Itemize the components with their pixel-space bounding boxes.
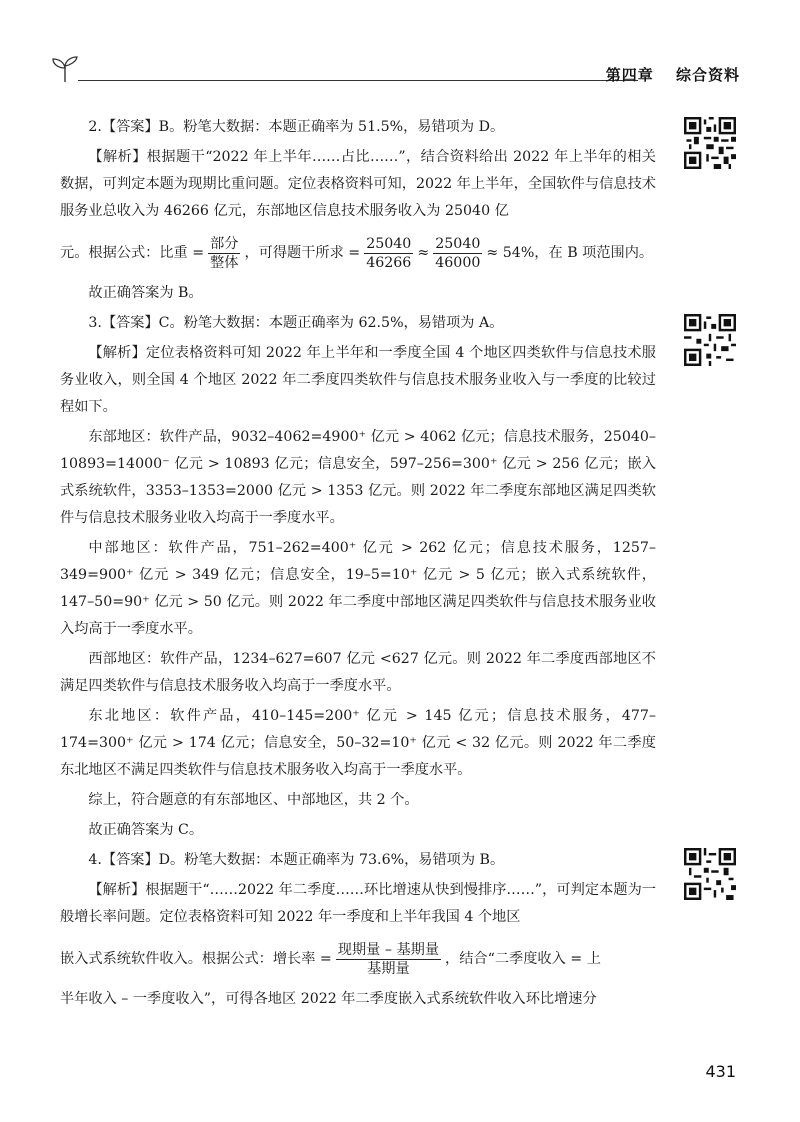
fraction-approx [433, 235, 482, 272]
q4-formula [60, 941, 656, 978]
q2-conclusion: 故正确答案为 B。 [88, 285, 203, 301]
fraction-denominator: 46266 [366, 255, 412, 271]
fraction-numerator: 25040 [366, 236, 412, 252]
q3-east-region: 东部地区：软件产品，9032–4062=4900⁺ 亿元 > 4062 亿元；信息技术服务，25040–10893=14000⁻ 亿元 > 10893 亿元；信息安全，597–256=300⁺ 亿元 > 256 亿元；嵌入式系统软件，3353–1353=2000 亿元 > 1353 亿元。则 2022 年二季度东部地区满足四类软件与信息技术服务业收入均高于一季度水平。 [60, 429, 656, 526]
q4-answer: 4.【答案】D。粉笔大数据：本题正确率为 73.6%，易错项为 B。 [88, 852, 505, 868]
q2-formula [60, 235, 656, 272]
q4-formula-prefix: 嵌入式系统软件收入。根据公式：增长率 = [60, 951, 332, 967]
q2-formula-prefix: 元。根据公式：比重 = [60, 245, 205, 261]
q2-formula-suffix: ≈ 54%，在 B 项范围内。 [486, 245, 654, 261]
page-header [50, 56, 740, 86]
approx-sign: ≈ [417, 245, 430, 261]
fraction-denominator: 基期量 [367, 961, 410, 977]
qr-code-icon [684, 848, 736, 900]
q3-central-region: 中部地区：软件产品，751–262=400⁺ 亿元 > 262 亿元；信息技术服务，1257–349=900⁺ 亿元 > 349 亿元；信息安全，19–5=10⁺ 亿元 > 5 亿元；嵌入式系统软件，147–50=90⁺ 亿元 > 50 亿元。则 2022 年二季度中部地区满足四类软件与信息技术服务业收入均高于一季度水平。 [60, 540, 656, 637]
q2-answer: 2.【答案】B。粉笔大数据：本题正确率为 51.5%，易错项为 D。 [88, 119, 505, 135]
page-number: 431 [705, 1062, 736, 1081]
q2-formula-mid: ，可得题干所求 = [244, 245, 361, 261]
chapter-section: 综合资料 [675, 66, 740, 84]
chapter-number: 第四章 [605, 66, 654, 84]
sprout-icon [50, 56, 80, 84]
fraction-denominator: 46000 [435, 255, 481, 271]
fraction-part-whole [208, 235, 240, 272]
q3-west-region: 西部地区：软件产品，1234–627=607 亿元 <627 亿元。则 2022 年二季度西部地区不满足四类软件与信息技术服务收入均高于一季度水平。 [60, 651, 656, 694]
q4-analysis: 【解析】根据题干“……2022 年二季度……环比增速从快到慢排序……”，可判定本题为一般增长率问题。定位表格资料可知 2022 年一季度和上半年我国 4 个地区 [60, 882, 656, 925]
q3-summary: 综上，符合题意的有东部地区、中部地区，共 2 个。 [88, 792, 419, 808]
fraction-exact [364, 235, 413, 272]
q3-answer: 3.【答案】C。粉笔大数据：本题正确率为 62.5%，易错项为 A。 [88, 315, 504, 331]
chapter-title [606, 64, 740, 85]
qr-code-icon [684, 314, 736, 366]
q3-analysis: 【解析】定位表格资料可知 2022 年上半年和一季度全国 4 个地区四类软件与信息技术服务业收入，则全国 4 个地区 2022 年二季度四类软件与信息技术服务业收入与一季度的比较过程如下。 [60, 345, 656, 415]
page-content [60, 114, 656, 1016]
q3-northeast-region: 东北地区：软件产品，410–145=200⁺ 亿元 > 145 亿元；信息技术服务，477–174=300⁺ 亿元 > 174 亿元；信息安全，50–32=10⁺ 亿元 < 32 亿元。则 2022 年二季度东北地区不满足四类软件与信息技术服务收入均高于一季度水平。 [60, 708, 656, 778]
fraction-numerator: 25040 [435, 236, 481, 252]
q4-analysis-continued: 半年收入 – 一季度收入”，可得各地区 2022 年二季度嵌入式系统软件收入环比增速分 [60, 991, 597, 1007]
q2-analysis: 【解析】根据题干“2022 年上半年……占比……”，结合资料给出 2022 年上半年的相关数据，可判定本题为现期比重问题。定位表格资料可知，2022 年上半年，全国软件与信息技术服务业总收入为 46266 亿元，东部地区信息技术服务收入为 25040 亿 [60, 149, 656, 219]
q4-formula-suffix: ，结合“二季度收入 = 上 [445, 951, 601, 967]
fraction-numerator: 部分 [210, 236, 239, 252]
fraction-numerator: 现期量 – 基期量 [337, 942, 440, 958]
header-rule [78, 80, 638, 81]
fraction-growth-rate [336, 941, 441, 978]
qr-code-icon [684, 117, 736, 169]
fraction-denominator: 整体 [210, 255, 239, 271]
q3-conclusion: 故正确答案为 C。 [88, 822, 204, 838]
